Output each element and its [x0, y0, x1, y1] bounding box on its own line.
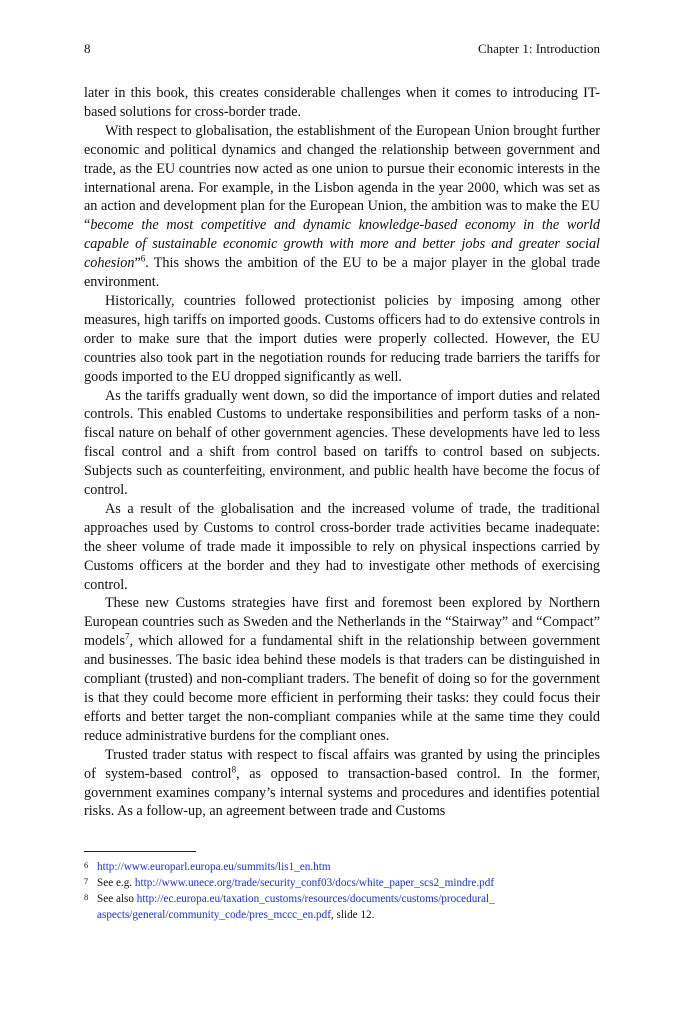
paragraph [84, 292, 600, 387]
footnote-number: 7 [84, 876, 89, 886]
paragraph-text: , as opposed to transaction-based control. In the former, government examines company’s internal systems and procedures and identifies potential risks. As a follow-up, an agreement between trade and Customs [84, 765, 600, 820]
footnote-8 [84, 891, 600, 923]
footnote-ref-6[interactable]: 6 [140, 253, 146, 264]
paragraph-text: With respect to globalisation, the establishment of the European Union brought further economic and political dynamics and changed the relationship between government and trade, as the EU countries now acted as one union to pursue their economic interests in the international arena. For example, in the Lisbon agenda in the year 2000, which was set as an action and development plan for the European Union, the ambition was to make the EU “ [84, 122, 600, 234]
footnote-link[interactable]: http://www.unece.org/trade/security_conf03/docs/white_paper_scs2_mindre.pdf [134, 877, 495, 889]
lisbon-quote: become the most competitive and dynamic knowledge-based economy in the world capable of sustainable economic growth with more and better jobs and greater social cohesion [84, 217, 600, 272]
paragraph-text: These new Customs strategies have first and foremost been explored by Northern European countries such as Sweden and the Netherlands in the “Stairway” and “Compact” models [84, 595, 600, 650]
footnote-suffix: , slide 12. [330, 909, 375, 921]
body-text [84, 84, 600, 821]
paragraph-text: . This shows the ambition of the EU to be a major player in the global trade environment. [84, 255, 600, 291]
paragraph-text: Trusted trader status with respect to fiscal affairs was granted by using the principles of system-based control [84, 746, 600, 782]
paragraph-text: As a result of the globalisation and the increased volume of trade, the traditional approaches used by Customs to control cross-border trade activities became inadequate: the sheer volume of trade made it impossible to rely on physical inspections carried by Customs officers at the border and they had to investigate other methods of exercising control. [84, 500, 600, 593]
paragraph-text: later in this book, this creates considerable challenges when it comes to introducing IT-based solutions for cross-border trade. [84, 85, 600, 120]
paragraph [84, 594, 600, 745]
paragraph-text: As the tariffs gradually went down, so did the importance of import duties and related controls. This enabled Customs to undertake responsibilities and perform tasks of a non-fiscal nature on behalf of other government agencies. These developments have led to less fiscal control and a shift from control based on tariffs to control based on subjects. Subjects such as counterfeiting, environment, and public health have become the focus of control. [84, 387, 600, 499]
closing-quote-mark: ” [134, 255, 141, 272]
footnote-number: 8 [84, 892, 89, 902]
running-title: Chapter 1: Introduction [477, 41, 600, 56]
footnote-7 [84, 875, 600, 891]
paragraph [84, 746, 600, 822]
paragraph-text: Historically, countries followed protectionist policies by imposing among other measures, high tariffs on imported goods. Customs officers had to do extensive controls in order to make sure that the import duties were properly collected. However, the EU countries also took part in the negotiation rounds for reducing trade barriers the tariffs for goods imported to the EU dropped significantly as well. [84, 292, 600, 385]
footnote-prefix: See e.g. [97, 877, 135, 889]
footnote-number: 6 [84, 860, 89, 870]
footnote-link[interactable]: http://www.europarl.europa.eu/summits/lis1_en.htm [97, 861, 331, 873]
footnotes [84, 859, 600, 923]
page-header [84, 40, 600, 58]
paragraph-text: , which allowed for a fundamental shift in the relationship between government and businesses. The basic idea behind these models is that traders can be distinguished in compliant (trusted) and non-compliant traders. The benefit of doing so for the government is that they could become more efficient in performing their tasks: they could focus their efforts and better target the non-compliant companies while at the same time they could reduce administrative burdens for the compliant ones. [84, 633, 600, 744]
footnote-6 [84, 859, 600, 875]
footnote-rule [84, 851, 196, 852]
paragraph [84, 122, 600, 292]
paragraph [84, 500, 600, 595]
page-number: 8 [84, 41, 91, 56]
footnote-link[interactable]: http://ec.europa.eu/taxation_customs/resources/documents/customs/procedural_ aspects/general/community_code/pres_mccc_en.pdf [97, 893, 495, 921]
paragraph [84, 84, 600, 122]
footnote-ref-8[interactable]: 8 [231, 763, 237, 774]
paragraph [84, 387, 600, 500]
footnote-prefix: See also [97, 893, 137, 905]
footnote-ref-7[interactable]: 7 [124, 631, 130, 642]
